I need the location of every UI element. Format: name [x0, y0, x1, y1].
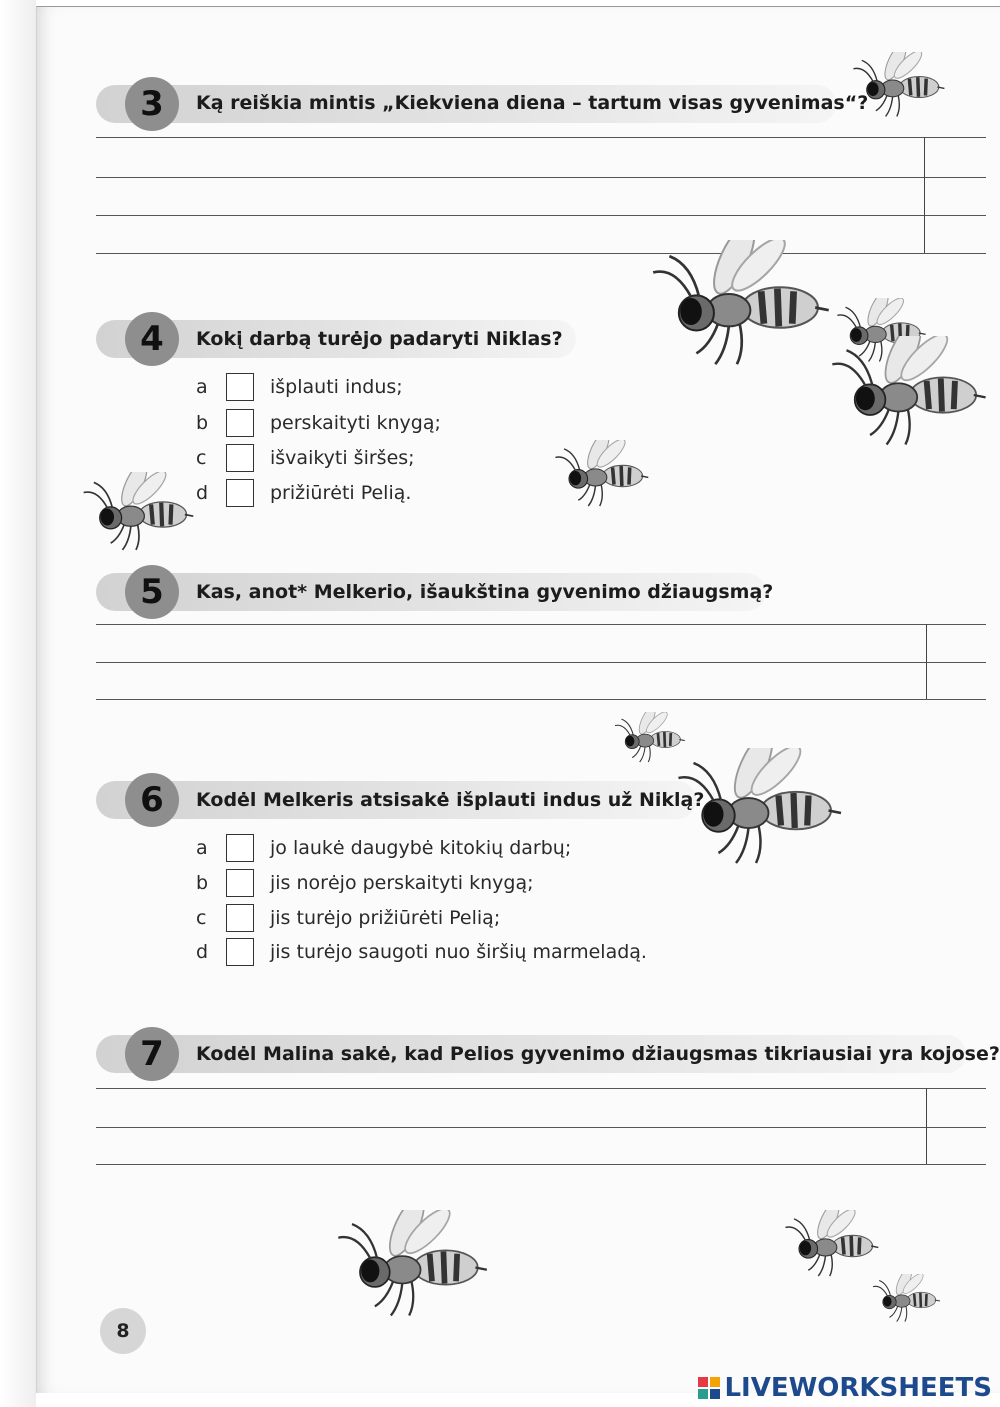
wasp-icon — [676, 748, 851, 873]
page-edge — [0, 0, 36, 1407]
option-c — [196, 443, 415, 473]
option-letter: a — [196, 376, 208, 398]
option-text: jis norėjo perskaityti knygą; — [270, 872, 534, 894]
wasp-icon — [82, 472, 200, 557]
option-letter: a — [196, 837, 208, 859]
checkbox[interactable] — [226, 444, 254, 472]
wasp-icon — [846, 52, 956, 122]
question-7-badge: 7 — [125, 1027, 179, 1081]
option-text: išplauti indus; — [270, 376, 403, 398]
option-letter: d — [196, 482, 209, 504]
wasp-icon — [650, 240, 840, 375]
answer-line — [96, 1164, 986, 1165]
brand-name: LIVEWORKSHEETS — [724, 1373, 992, 1403]
question-5-text: Kas, anot* Melkerio, išaukština gyvenimo džiaugsmą? — [196, 581, 774, 603]
option-text: prižiūrėti Pelią. — [270, 482, 412, 504]
option-letter: c — [196, 907, 207, 929]
option-letter: b — [196, 412, 209, 434]
option-letter: c — [196, 447, 207, 469]
option-text: išvaikyti širšes; — [270, 447, 415, 469]
score-divider — [926, 624, 927, 699]
checkbox[interactable] — [226, 834, 254, 862]
question-5-badge: 5 — [125, 565, 179, 619]
option-d — [196, 478, 411, 508]
wasp-icon — [784, 1210, 884, 1282]
answer-line — [96, 624, 986, 625]
answer-line — [96, 215, 986, 216]
answer-line — [96, 699, 986, 700]
checkbox[interactable] — [226, 904, 254, 932]
option-b — [196, 868, 534, 898]
answer-line — [96, 662, 986, 663]
question-6-badge: 6 — [125, 773, 179, 827]
page-number: 8 — [100, 1308, 146, 1354]
option-letter: d — [196, 941, 209, 963]
answer-line — [96, 253, 986, 254]
wasp-icon — [872, 1274, 944, 1326]
checkbox[interactable] — [226, 373, 254, 401]
answer-line — [96, 1088, 986, 1089]
checkbox[interactable] — [226, 938, 254, 966]
option-c — [196, 903, 500, 933]
checkbox[interactable] — [226, 869, 254, 897]
question-3-text: Ką reiškia mintis „Kiekviena diena – tartum visas gyvenimas“? — [196, 92, 869, 114]
option-a — [196, 372, 403, 402]
checkbox[interactable] — [226, 409, 254, 437]
wasp-icon — [336, 1210, 496, 1325]
answer-line — [96, 177, 986, 178]
score-divider — [926, 1088, 927, 1164]
answer-line — [96, 137, 986, 138]
option-d — [196, 937, 647, 967]
wasp-icon — [830, 336, 995, 454]
question-4-badge: 4 — [125, 312, 179, 366]
liveworksheets-logo-icon — [698, 1377, 720, 1399]
liveworksheets-brand[interactable] — [698, 1373, 992, 1403]
question-7-text: Kodėl Malina sakė, kad Pelios gyvenimo džiaugsmas tikriausiai yra kojose? — [196, 1043, 1000, 1065]
option-text: jo laukė daugybė kitokių darbų; — [270, 837, 572, 859]
checkbox[interactable] — [226, 479, 254, 507]
question-6-text: Kodėl Melkeris atsisakė išplauti indus už Niklą? — [196, 789, 705, 811]
option-a — [196, 833, 571, 863]
answer-line — [96, 1127, 986, 1128]
question-3-badge: 3 — [125, 77, 179, 131]
option-text: jis turėjo prižiūrėti Pelią; — [270, 907, 501, 929]
option-letter: b — [196, 872, 209, 894]
option-text: jis turėjo saugoti nuo širšių marmeladą. — [270, 941, 647, 963]
option-b — [196, 408, 441, 438]
option-text: perskaityti knygą; — [270, 412, 441, 434]
question-4-text: Kokį darbą turėjo padaryti Niklas? — [196, 328, 563, 350]
wasp-icon — [554, 440, 654, 512]
score-divider — [924, 137, 925, 253]
